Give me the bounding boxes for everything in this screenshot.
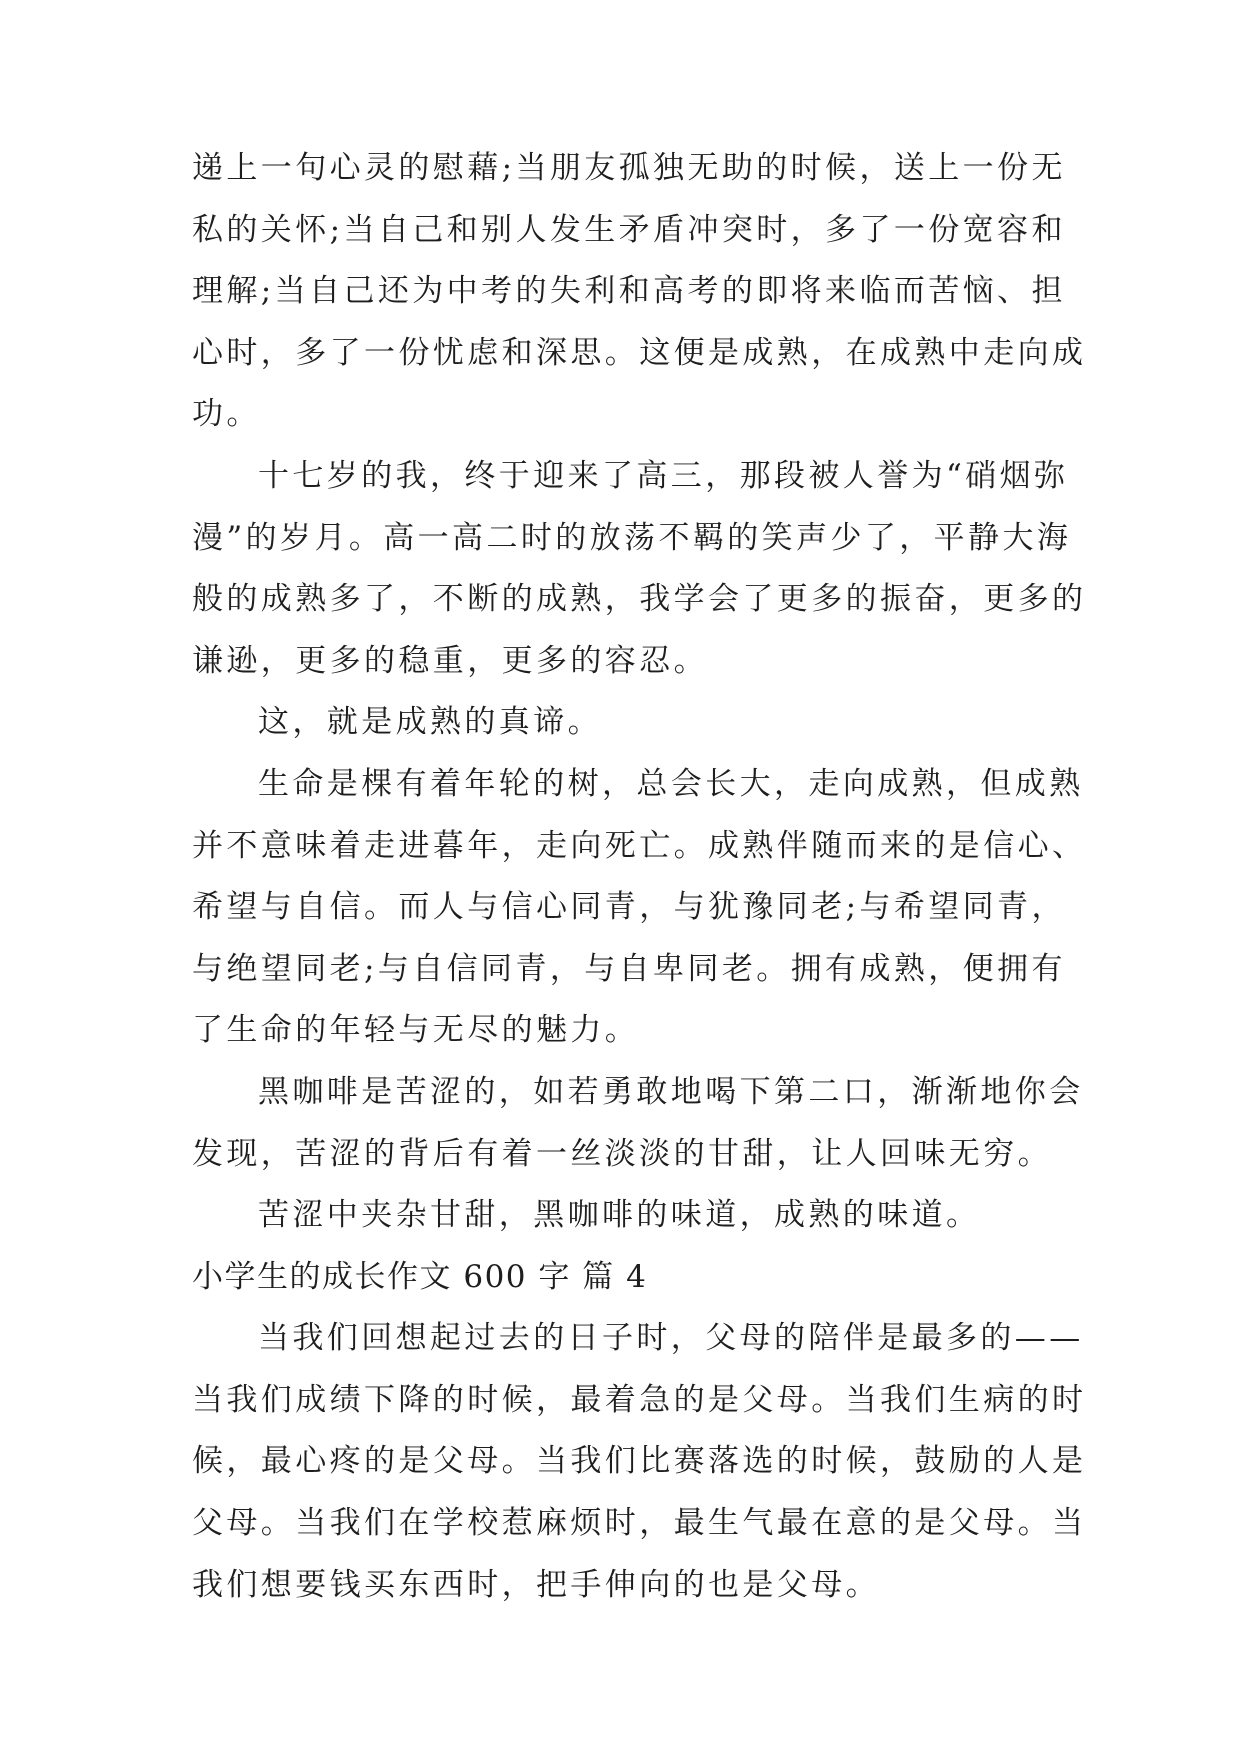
text-line: 递上一句心灵的慰藉;当朋友孤独无助的时候，送上一份无 <box>192 150 1066 186</box>
text-line: 黑咖啡是苦涩的，如若勇敢地喝下第二口，渐渐地你会 <box>258 1073 1084 1110</box>
text-line: 与绝望同老;与自信同青，与自卑同老。拥有成熟，便拥有 <box>192 950 1066 987</box>
paragraph <box>192 754 1087 1062</box>
essay-body <box>192 138 1087 1247</box>
text-line: 私的关怀;当自己和别人发生矛盾冲突时，多了一份宽容和 <box>192 211 1066 248</box>
text-line: 当我们成绩下降的时候，最着急的是父母。当我们生病的时 <box>192 1381 1087 1418</box>
document-page <box>192 138 1087 1616</box>
paragraph <box>192 138 1087 446</box>
paragraph <box>192 1308 1087 1616</box>
essay-body-continued <box>192 1308 1087 1616</box>
text-line: 父母。当我们在学校惹麻烦时，最生气最在意的是父母。当 <box>192 1505 1087 1542</box>
text-line: 当我们回想起过去的日子时，父母的陪伴是最多的—— <box>258 1320 1084 1357</box>
text-line: 并不意味着走进暮年，走向死亡。成熟伴随而来的是信心、 <box>192 827 1087 864</box>
paragraph <box>192 692 1054 754</box>
text-line: 漫”的岁月。高一高二时的放荡不羁的笑声少了，平静大海 <box>192 519 1072 556</box>
text-line: 十七岁的我，终于迎来了高三，那段被人誉为“硝烟弥 <box>258 457 1069 494</box>
section-heading: 小学生的成长作文 600 字 篇 4 <box>192 1258 648 1295</box>
text-line: 生命是棵有着年轮的树，总会长大，走向成熟，但成熟 <box>258 765 1084 802</box>
text-line: 这，就是成熟的真谛。 <box>258 704 602 741</box>
text-line: 心时，多了一份忧虑和深思。这便是成熟，在成熟中走向成 <box>192 334 1087 371</box>
text-line: 苦涩中夹杂甘甜，黑咖啡的味道，成熟的味道。 <box>258 1197 981 1234</box>
text-line: 了生命的年轻与无尽的魅力。 <box>192 1012 640 1049</box>
text-line: 般的成熟多了，不断的成熟，我学会了更多的振奋，更多的 <box>192 581 1087 618</box>
text-line: 候，最心疼的是父母。当我们比赛落选的时候，鼓励的人是 <box>192 1443 1087 1480</box>
paragraph <box>192 446 1087 692</box>
text-line: 理解;当自己还为中考的失利和高考的即将来临而苦恼、担 <box>192 273 1066 310</box>
paragraph <box>192 1185 1054 1247</box>
paragraph <box>192 1062 1084 1185</box>
text-line: 谦逊，更多的稳重，更多的容忍。 <box>192 642 708 679</box>
text-line: 希望与自信。而人与信心同青，与犹豫同老;与希望同青， <box>192 889 1066 926</box>
text-line: 发现，苦涩的背后有着一丝淡淡的甘甜，让人回味无穷。 <box>192 1135 1052 1172</box>
text-line: 我们想要钱买东西时，把手伸向的也是父母。 <box>192 1566 880 1603</box>
text-line: 功。 <box>192 396 261 433</box>
